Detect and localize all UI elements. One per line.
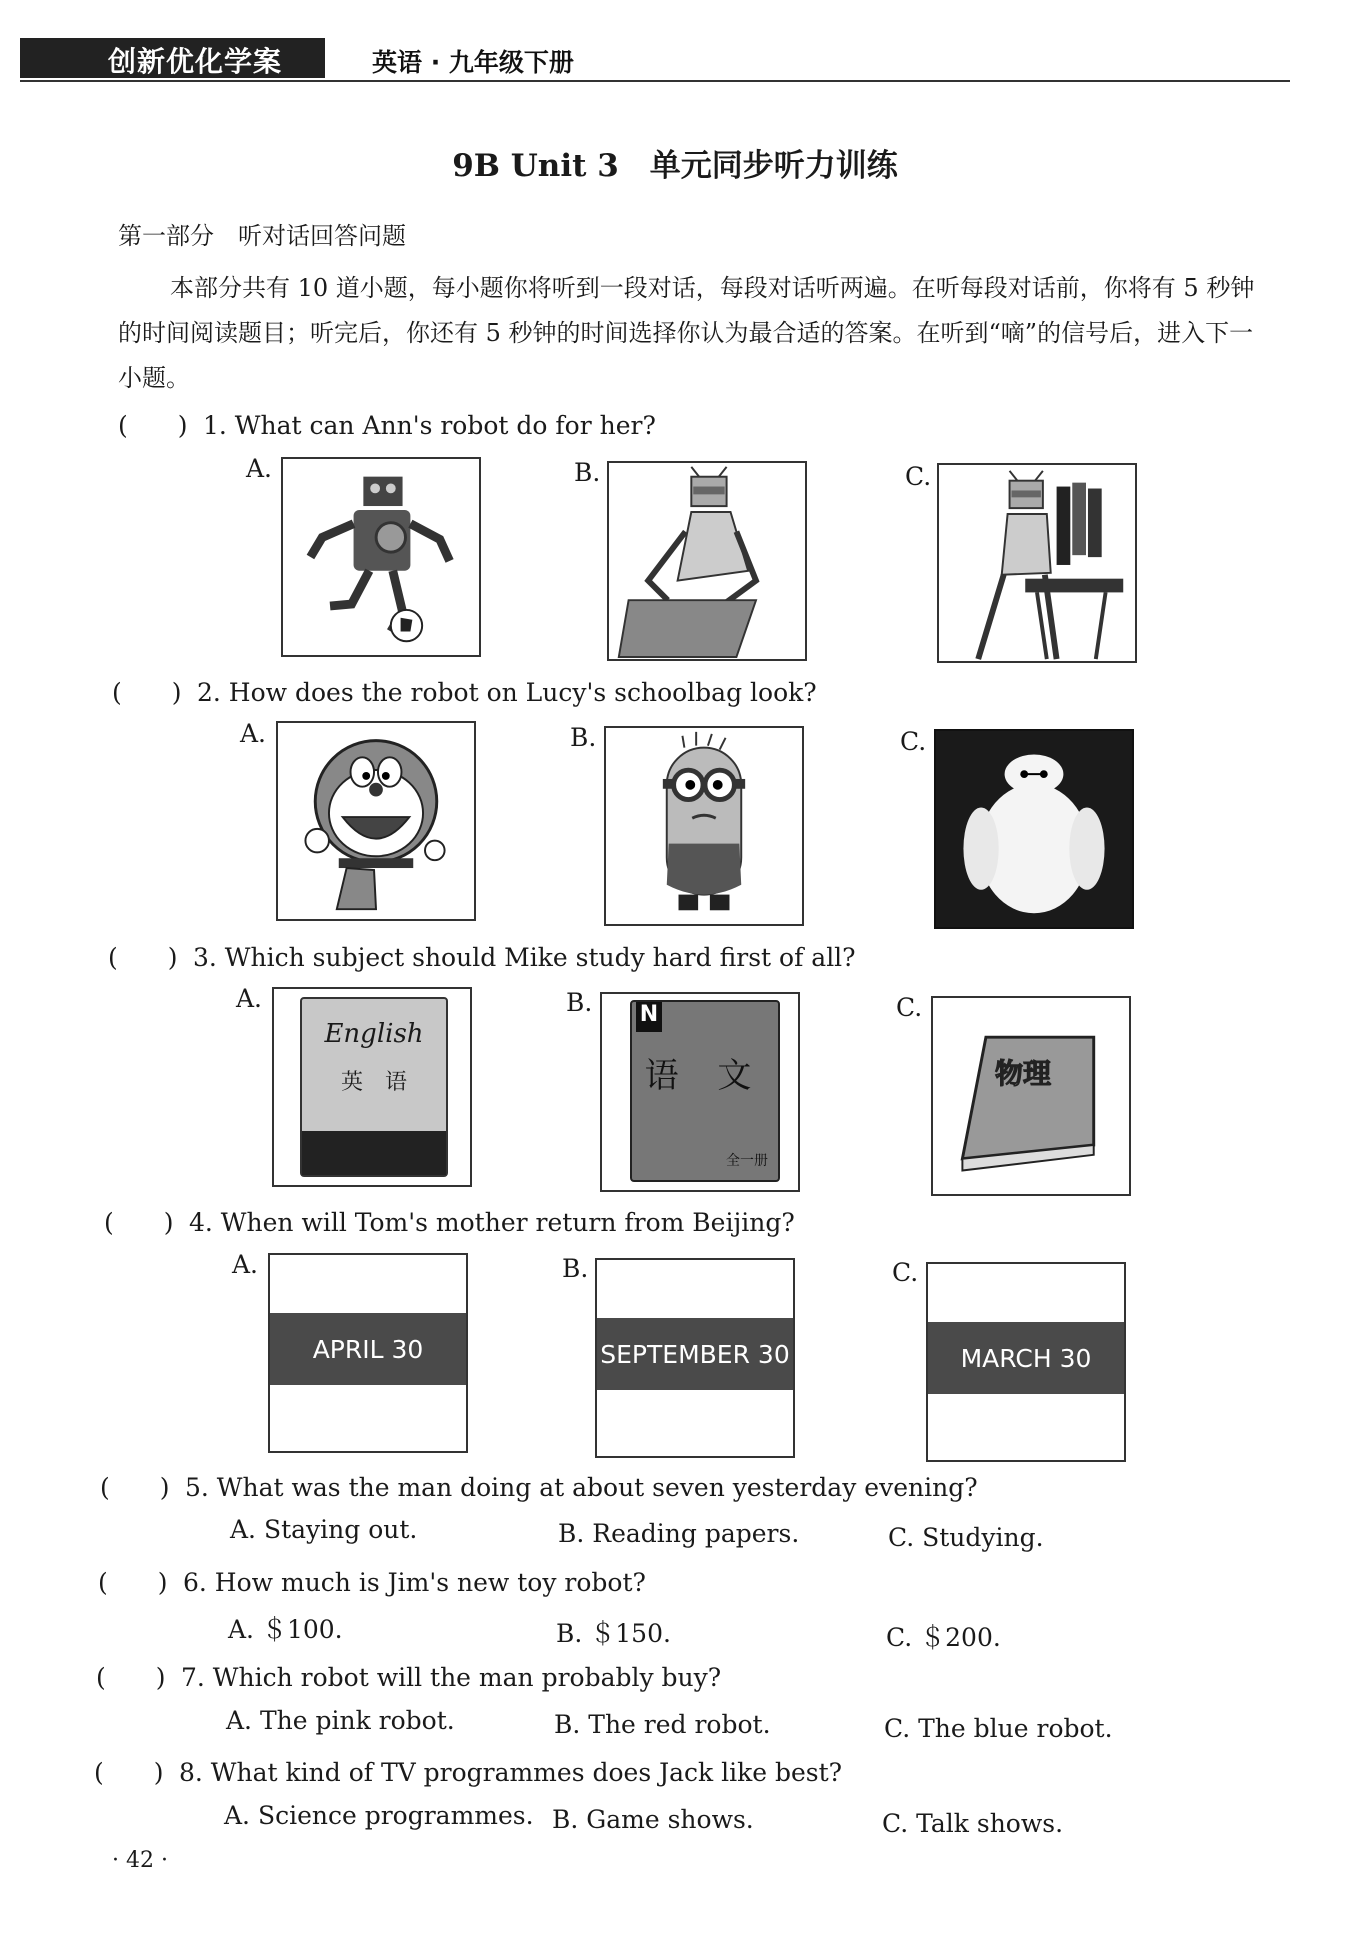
date-march-label: MARCH 30	[928, 1322, 1124, 1394]
q4-option-b-label: B.	[562, 1254, 589, 1283]
header-rule	[20, 80, 1290, 82]
doraemon-icon	[278, 723, 474, 919]
english-book-subtitle: 英 语	[340, 1070, 407, 1095]
english-book-band	[302, 1131, 446, 1175]
q8-option-c[interactable]: C. Talk shows.	[882, 1809, 1064, 1838]
robot-ironing-icon	[939, 465, 1135, 661]
q1-robot-football-image[interactable]	[281, 457, 481, 657]
robot-cleaning-icon	[609, 463, 805, 659]
question-1: ( ) 1. What can Ann's robot do for her?	[118, 411, 656, 440]
page-number: · 42 ·	[112, 1848, 168, 1873]
q7-option-b[interactable]: B. The red robot.	[554, 1710, 771, 1739]
minion-icon	[606, 728, 802, 924]
english-book-title: English	[324, 1019, 424, 1049]
q1-option-c-label: C.	[905, 462, 932, 491]
q8-option-b[interactable]: B. Game shows.	[552, 1805, 754, 1834]
q8-option-a[interactable]: A. Science programmes.	[224, 1801, 534, 1830]
q6-option-b[interactable]: B. ＄150.	[556, 1619, 671, 1648]
q1-option-b-label: B.	[574, 458, 601, 487]
q2-option-c-label: C.	[900, 727, 927, 756]
question-6: ( ) 6. How much is Jim's new toy robot?	[98, 1568, 646, 1597]
book-title: 英语 · 九年级下册	[372, 48, 574, 77]
q5-option-a[interactable]: A. Staying out.	[230, 1515, 418, 1544]
q3-option-a-label: A.	[236, 984, 263, 1013]
q2-option-a-label: A.	[240, 719, 267, 748]
q2-option-b-label: B.	[570, 723, 597, 752]
chinese-book-title: 语 文	[644, 1056, 766, 1096]
question-4: ( ) 4. When will Tom's mother return from Beijing?	[104, 1208, 795, 1237]
q1-robot-ironing-image[interactable]	[937, 463, 1137, 663]
q4-date-march-image[interactable]	[926, 1262, 1126, 1462]
question-5: ( ) 5. What was the man doing at about seven yesterday evening?	[100, 1473, 978, 1502]
q3-chinese-book-image[interactable]	[600, 992, 800, 1192]
q7-option-c[interactable]: C. The blue robot.	[884, 1714, 1113, 1743]
q1-option-a-label: A.	[246, 454, 273, 483]
question-2: ( ) 2. How does the robot on Lucy's schoolbag look?	[112, 678, 817, 707]
chinese-book-cover	[630, 1000, 780, 1182]
chinese-book-letter: N	[636, 1002, 662, 1032]
q2-baymax-image[interactable]	[934, 729, 1134, 929]
q3-option-b-label: B.	[566, 988, 593, 1017]
q4-date-september-image[interactable]	[595, 1258, 795, 1458]
question-3: ( ) 3. Which subject should Mike study hard first of all?	[108, 943, 856, 972]
q3-physics-book-image[interactable]	[931, 996, 1131, 1196]
q2-doraemon-image[interactable]	[276, 721, 476, 921]
q2-minion-image[interactable]	[604, 726, 804, 926]
question-8: ( ) 8. What kind of TV programmes does Jack like best?	[94, 1758, 843, 1787]
q5-option-c[interactable]: C. Studying.	[888, 1523, 1044, 1552]
q6-option-a[interactable]: A. ＄100.	[228, 1615, 343, 1644]
chinese-book-footer: 全一册	[726, 1153, 768, 1169]
section-intro: 本部分共有 10 道小题，每小题你将听到一段对话，每段对话听两遍。在听每段对话前，你将有 5 秒钟的时间阅读题目；听完后，你还有 5 秒钟的时间选择你认为最合适的答案。在听到“嘀”的信号后，进入下一小题。	[118, 274, 1255, 392]
q7-option-a[interactable]: A. The pink robot.	[226, 1706, 455, 1735]
brand-title: 创新优化学案	[108, 45, 283, 78]
q6-option-c[interactable]: C. ＄200.	[886, 1623, 1001, 1652]
q4-option-a-label: A.	[232, 1250, 259, 1279]
section-heading: 第一部分 听对话回答问题	[118, 222, 406, 250]
date-september-label: SEPTEMBER 30	[597, 1318, 793, 1390]
physics-book-icon	[933, 998, 1129, 1194]
physics-book-title: 物理	[995, 1057, 1052, 1090]
q1-robot-cleaning-image[interactable]	[607, 461, 807, 661]
date-april-label: APRIL 30	[270, 1313, 466, 1385]
q4-date-april-image[interactable]	[268, 1253, 468, 1453]
english-book-cover	[300, 997, 448, 1177]
q5-option-b[interactable]: B. Reading papers.	[558, 1519, 800, 1548]
question-7: ( ) 7. Which robot will the man probably buy?	[96, 1663, 722, 1692]
q3-option-c-label: C.	[896, 993, 923, 1022]
page-title: 9B Unit 3 单元同步听力训练	[452, 148, 898, 184]
robot-football-icon	[283, 459, 479, 655]
baymax-icon	[936, 731, 1132, 927]
q4-option-c-label: C.	[892, 1258, 919, 1287]
q3-english-book-image[interactable]	[272, 987, 472, 1187]
